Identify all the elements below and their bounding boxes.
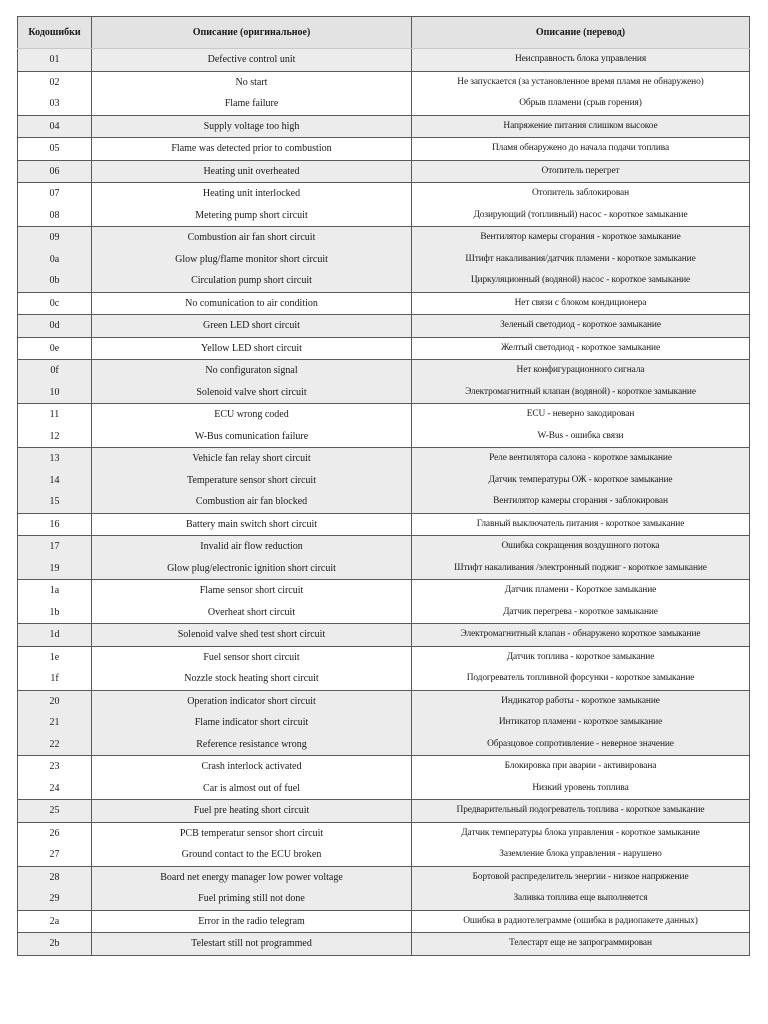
error-code-cell: 27 <box>18 844 92 866</box>
translated-description-cell: Электромагнитный клапан (водяной) - короткое замыкание <box>412 382 750 404</box>
error-code-cell: 16 <box>18 513 92 536</box>
error-code-cell: 0e <box>18 337 92 360</box>
table-row <box>18 71 750 93</box>
table-row <box>18 249 750 271</box>
table-row <box>18 292 750 315</box>
translated-description-cell: Бортовой распределитель энергии - низкое напряжение <box>412 866 750 888</box>
translated-description-cell: Циркуляционный (водяной) насос - короткое замыкание <box>412 270 750 292</box>
original-description-cell: Flame indicator short circuit <box>92 712 412 734</box>
original-description-cell: Yellow LED short circuit <box>92 337 412 360</box>
error-code-cell: 20 <box>18 690 92 712</box>
header-row <box>18 17 750 49</box>
original-description-cell: Error in the radio telegram <box>92 910 412 933</box>
error-code-cell: 24 <box>18 778 92 800</box>
header-translated-description: Описание (перевод) <box>412 17 750 49</box>
translated-description-cell: Датчик топлива - короткое замыкание <box>412 646 750 668</box>
table-row <box>18 227 750 249</box>
table-row <box>18 93 750 115</box>
table-row <box>18 712 750 734</box>
translated-description-cell: Датчик температуры ОЖ - короткое замыкание <box>412 470 750 492</box>
translated-description-cell: Низкий уровень топлива <box>412 778 750 800</box>
table-row <box>18 183 750 205</box>
original-description-cell: Supply voltage too high <box>92 115 412 138</box>
translated-description-cell: Заземление блока управления - нарушено <box>412 844 750 866</box>
translated-description-cell: Реле вентилятора салона - короткое замыкание <box>412 448 750 470</box>
table-row <box>18 536 750 558</box>
original-description-cell: Invalid air flow reduction <box>92 536 412 558</box>
error-code-cell: 22 <box>18 734 92 756</box>
error-code-cell: 1d <box>18 624 92 647</box>
original-description-cell: Flame failure <box>92 93 412 115</box>
original-description-cell: PCB temperatur sensor short circuit <box>92 822 412 844</box>
error-codes-table <box>17 16 750 956</box>
table-row <box>18 558 750 580</box>
table-row <box>18 602 750 624</box>
table-row <box>18 580 750 602</box>
original-description-cell: Ground contact to the ECU broken <box>92 844 412 866</box>
error-code-cell: 26 <box>18 822 92 844</box>
translated-description-cell: Блокировка при аварии - активирована <box>412 756 750 778</box>
error-code-cell: 09 <box>18 227 92 249</box>
translated-description-cell: W-Bus - ошибка связи <box>412 426 750 448</box>
translated-description-cell: Желтый светодиод - короткое замыкание <box>412 337 750 360</box>
table-row <box>18 778 750 800</box>
original-description-cell: Defective control unit <box>92 49 412 72</box>
translated-description-cell: Зеленый светодиод - короткое замыкание <box>412 315 750 338</box>
table-row <box>18 734 750 756</box>
error-code-cell: 01 <box>18 49 92 72</box>
translated-description-cell: Вентилятор камеры сгорания - заблокирован <box>412 491 750 513</box>
error-code-cell: 15 <box>18 491 92 513</box>
error-code-cell: 05 <box>18 138 92 161</box>
original-description-cell: Fuel priming still not done <box>92 888 412 910</box>
translated-description-cell: Датчик перегрева - короткое замыкание <box>412 602 750 624</box>
error-code-cell: 0c <box>18 292 92 315</box>
translated-description-cell: ECU - неверно закодирован <box>412 404 750 426</box>
original-description-cell: Board net energy manager low power voltage <box>92 866 412 888</box>
error-code-cell: 04 <box>18 115 92 138</box>
translated-description-cell: Ошибка сокращения воздушного потока <box>412 536 750 558</box>
table-row <box>18 160 750 183</box>
original-description-cell: Car is almost out of fuel <box>92 778 412 800</box>
error-code-cell: 19 <box>18 558 92 580</box>
original-description-cell: Fuel pre heating short circuit <box>92 800 412 823</box>
translated-description-cell: Датчик пламени - Короткое замыкание <box>412 580 750 602</box>
original-description-cell: Green LED short circuit <box>92 315 412 338</box>
table-header <box>18 17 750 49</box>
table-row <box>18 470 750 492</box>
error-code-cell: 21 <box>18 712 92 734</box>
table-row <box>18 888 750 910</box>
table-row <box>18 624 750 647</box>
table-row <box>18 138 750 161</box>
error-code-cell: 12 <box>18 426 92 448</box>
translated-description-cell: Штифт накаливания /электронный поджиг - короткое замыкание <box>412 558 750 580</box>
translated-description-cell: Телестарт еще не запрограммирован <box>412 933 750 956</box>
error-code-cell: 08 <box>18 205 92 227</box>
original-description-cell: Battery main switch short circuit <box>92 513 412 536</box>
original-description-cell: Solenoid valve short circuit <box>92 382 412 404</box>
table-body <box>18 49 750 956</box>
error-code-cell: 03 <box>18 93 92 115</box>
original-description-cell: No comunication to air condition <box>92 292 412 315</box>
table-row <box>18 404 750 426</box>
translated-description-cell: Датчик температуры блока управления - короткое замыкание <box>412 822 750 844</box>
table-row <box>18 844 750 866</box>
error-code-cell: 13 <box>18 448 92 470</box>
error-codes-sheet <box>17 16 750 956</box>
table-row <box>18 360 750 382</box>
error-code-cell: 2b <box>18 933 92 956</box>
table-row <box>18 668 750 690</box>
table-row <box>18 822 750 844</box>
table-row <box>18 513 750 536</box>
original-description-cell: Solenoid valve shed test short circuit <box>92 624 412 647</box>
error-code-cell: 06 <box>18 160 92 183</box>
original-description-cell: Glow plug/electronic ignition short circuit <box>92 558 412 580</box>
translated-description-cell: Напряжение питания слишком высокое <box>412 115 750 138</box>
translated-description-cell: Отопитель заблокирован <box>412 183 750 205</box>
table-row <box>18 426 750 448</box>
translated-description-cell: Нет связи с блоком кондиционера <box>412 292 750 315</box>
translated-description-cell: Образцовое сопротивление - неверное значение <box>412 734 750 756</box>
original-description-cell: Vehicle fan relay short circuit <box>92 448 412 470</box>
translated-description-cell: Ошибка в радиотелеграмме (ошибка в радиопакете данных) <box>412 910 750 933</box>
table-row <box>18 49 750 72</box>
error-code-cell: 0a <box>18 249 92 271</box>
error-code-cell: 10 <box>18 382 92 404</box>
table-row <box>18 337 750 360</box>
original-description-cell: Operation indicator short circuit <box>92 690 412 712</box>
table-row <box>18 933 750 956</box>
original-description-cell: No configuraton signal <box>92 360 412 382</box>
error-code-cell: 07 <box>18 183 92 205</box>
translated-description-cell: Подогреватель топливной форсунки - короткое замыкание <box>412 668 750 690</box>
error-code-cell: 1b <box>18 602 92 624</box>
table-row <box>18 382 750 404</box>
table-row <box>18 315 750 338</box>
error-code-cell: 29 <box>18 888 92 910</box>
original-description-cell: W-Bus comunication failure <box>92 426 412 448</box>
original-description-cell: Nozzle stock heating short circuit <box>92 668 412 690</box>
original-description-cell: Combustion air fan blocked <box>92 491 412 513</box>
error-code-cell: 0f <box>18 360 92 382</box>
translated-description-cell: Интикатор пламени - короткое замыкание <box>412 712 750 734</box>
translated-description-cell: Индикатор работы - короткое замыкание <box>412 690 750 712</box>
table-row <box>18 115 750 138</box>
translated-description-cell: Штифт накаливания/датчик пламени - короткое замыкание <box>412 249 750 271</box>
error-code-cell: 1e <box>18 646 92 668</box>
original-description-cell: Telestart still not programmed <box>92 933 412 956</box>
translated-description-cell: Обрыв пламени (срыв горения) <box>412 93 750 115</box>
original-description-cell: Crash interlock activated <box>92 756 412 778</box>
error-code-cell: 1f <box>18 668 92 690</box>
original-description-cell: Glow plug/flame monitor short circuit <box>92 249 412 271</box>
original-description-cell: Overheat short circuit <box>92 602 412 624</box>
translated-description-cell: Заливка топлива еще выполняется <box>412 888 750 910</box>
header-original-description: Описание (оригинальное) <box>92 17 412 49</box>
error-code-cell: 14 <box>18 470 92 492</box>
table-row <box>18 205 750 227</box>
translated-description-cell: Пламя обнаружено до начала подачи топлива <box>412 138 750 161</box>
original-description-cell: ECU wrong coded <box>92 404 412 426</box>
translated-description-cell: Электромагнитный клапан - обнаружено короткое замыкание <box>412 624 750 647</box>
table-row <box>18 756 750 778</box>
translated-description-cell: Неисправность блока управления <box>412 49 750 72</box>
error-code-cell: 1a <box>18 580 92 602</box>
table-row <box>18 491 750 513</box>
table-row <box>18 866 750 888</box>
translated-description-cell: Предварительный подогреватель топлива - короткое замыкание <box>412 800 750 823</box>
original-description-cell: Heating unit overheated <box>92 160 412 183</box>
error-code-cell: 28 <box>18 866 92 888</box>
error-code-cell: 23 <box>18 756 92 778</box>
translated-description-cell: Нет конфигурационного сигнала <box>412 360 750 382</box>
table-row <box>18 800 750 823</box>
header-code: Кодошибки <box>18 17 92 49</box>
original-description-cell: Reference resistance wrong <box>92 734 412 756</box>
error-code-cell: 02 <box>18 71 92 93</box>
table-row <box>18 448 750 470</box>
original-description-cell: No start <box>92 71 412 93</box>
original-description-cell: Circulation pump short circuit <box>92 270 412 292</box>
table-row <box>18 910 750 933</box>
original-description-cell: Metering pump short circuit <box>92 205 412 227</box>
error-code-cell: 2a <box>18 910 92 933</box>
error-code-cell: 25 <box>18 800 92 823</box>
error-code-cell: 0b <box>18 270 92 292</box>
translated-description-cell: Вентилятор камеры сгорания - короткое замыкание <box>412 227 750 249</box>
table-row <box>18 270 750 292</box>
original-description-cell: Combustion air fan short circuit <box>92 227 412 249</box>
table-row <box>18 646 750 668</box>
original-description-cell: Fuel sensor short circuit <box>92 646 412 668</box>
error-code-cell: 0d <box>18 315 92 338</box>
translated-description-cell: Главный выключатель питания - короткое замыкание <box>412 513 750 536</box>
translated-description-cell: Отопитель перегрет <box>412 160 750 183</box>
original-description-cell: Flame sensor short circuit <box>92 580 412 602</box>
error-code-cell: 11 <box>18 404 92 426</box>
translated-description-cell: Не запускается (за установленное время пламя не обнаружено) <box>412 71 750 93</box>
original-description-cell: Flame was detected prior to combustion <box>92 138 412 161</box>
table-row <box>18 690 750 712</box>
original-description-cell: Temperature sensor short circuit <box>92 470 412 492</box>
translated-description-cell: Дозирующий (топливный) насос - короткое замыкание <box>412 205 750 227</box>
original-description-cell: Heating unit interlocked <box>92 183 412 205</box>
error-code-cell: 17 <box>18 536 92 558</box>
